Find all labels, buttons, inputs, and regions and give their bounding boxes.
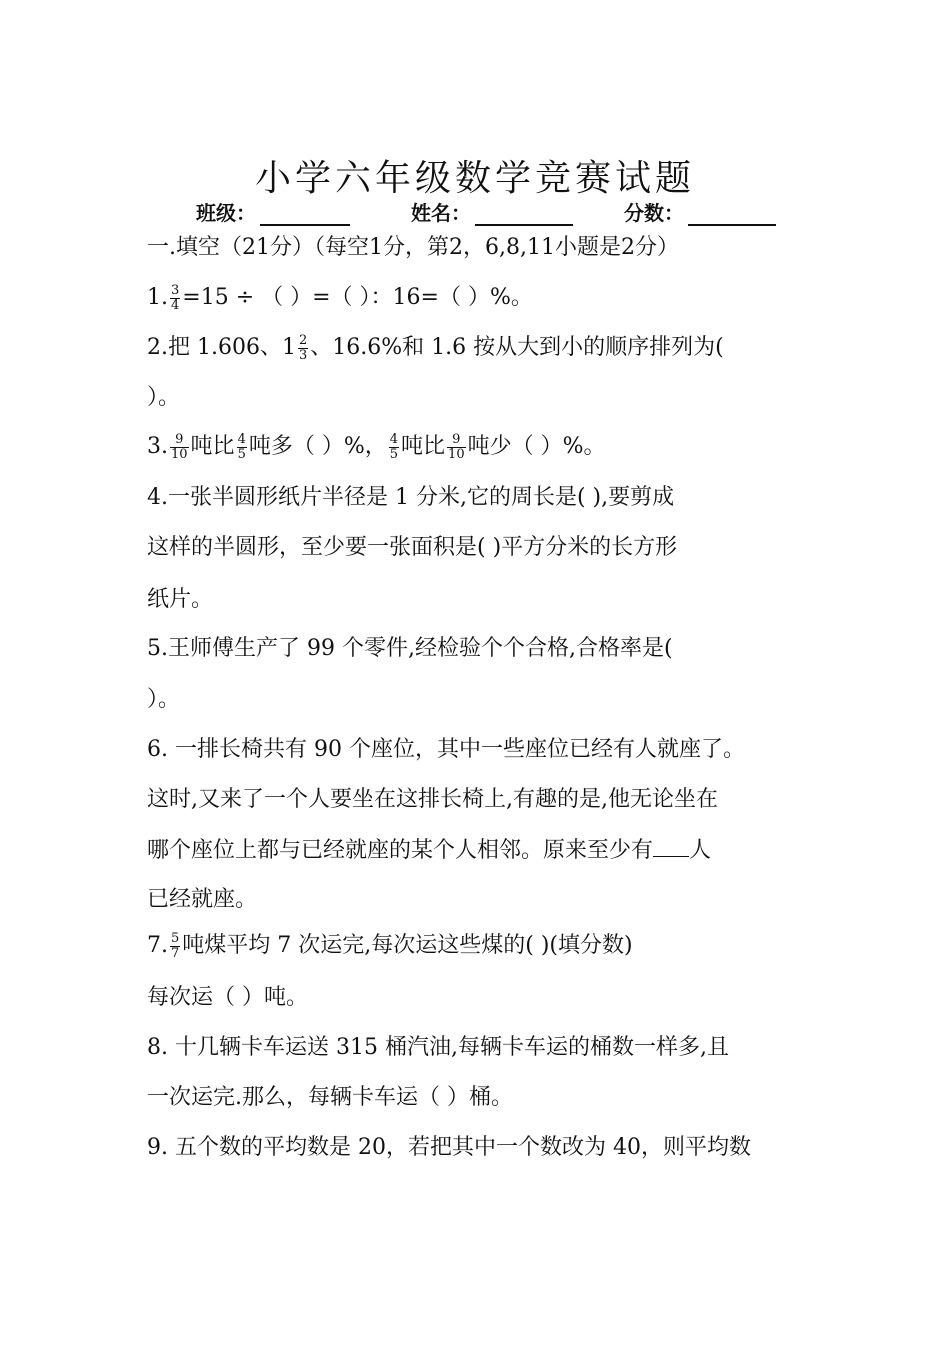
q7-frac-denominator: 7 xyxy=(171,945,180,961)
q2-prefix: 2.把 1.606、1 xyxy=(147,335,296,360)
q7-prefix: 7. xyxy=(147,933,168,958)
q3-text-1: 吨比 xyxy=(190,434,235,459)
fraction-5-7 xyxy=(170,932,180,961)
q1-text: =15 ÷ （ ）=（ ）：16=（ ）%。 xyxy=(182,285,533,310)
question-6-line-4: 已经就座。 xyxy=(147,887,258,912)
question-5-line-1: 5.王师傅生产了 99 个零件,经检验个个合格,合格率是( xyxy=(147,636,673,661)
q7-text: 吨煤平均 7 次运完,每次运这些煤的( )(填分数) xyxy=(182,933,633,958)
question-8-line-2: 一次运完.那么，每辆卡车运（ ）桶。 xyxy=(147,1085,513,1110)
fraction-4-5-b xyxy=(389,433,399,462)
q3-f4-denominator: 10 xyxy=(448,446,465,462)
question-1 xyxy=(147,282,847,314)
fraction-9-10-a xyxy=(170,433,189,462)
q3-text-3: 吨比 xyxy=(401,434,446,459)
q3-f2-numerator: 4 xyxy=(237,431,246,447)
question-2-continued: ）。 xyxy=(147,385,181,410)
question-4-line-2: 这样的半圆形，至少要一张面积是( )平方分米的长方形 xyxy=(147,535,678,560)
question-8-line-1: 8. 十几辆卡车运送 315 桶汽油,每辆卡车运的桶数一样多,且 xyxy=(147,1035,729,1060)
q2-text: 、16.6%和 1.6 按从大到小的顺序排列为( xyxy=(310,335,724,360)
q3-text-4: 吨少（ ）%。 xyxy=(467,434,606,459)
q2-frac-numerator: 2 xyxy=(298,332,308,348)
question-5-line-2: ）。 xyxy=(147,687,181,712)
name-label: 姓名： xyxy=(411,201,471,225)
q6-text-a: 哪个座位上都与已经就座的某个人相邻。原来至少有 xyxy=(147,838,654,863)
q3-f3-denominator: 5 xyxy=(389,446,399,462)
q3-f4-numerator: 9 xyxy=(447,433,466,448)
score-blank-line[interactable] xyxy=(688,200,776,226)
name-field[interactable] xyxy=(411,197,573,226)
q2-frac-denominator: 3 xyxy=(298,347,308,363)
q1-frac-denominator: 4 xyxy=(171,297,180,313)
fraction-9-10-b xyxy=(447,433,466,462)
question-9-line-1: 9. 五个数的平均数是 20，若把其中一个数改为 40，则平均数 xyxy=(147,1135,751,1160)
page-title: 小学六年级数学竞赛试题 xyxy=(254,158,695,199)
section-heading: 一.填空（21分）（每空1分，第2，6,8,11小题是2分） xyxy=(147,235,679,260)
fraction-4-5-a xyxy=(237,433,247,462)
class-label: 班级： xyxy=(196,201,256,225)
q1-frac-numerator: 3 xyxy=(171,282,180,298)
fraction-2-3 xyxy=(298,334,308,363)
question-7-line-2: 每次运（ ）吨。 xyxy=(147,985,308,1010)
question-3 xyxy=(147,431,847,463)
fraction-3-4 xyxy=(170,284,180,313)
q3-f3-numerator: 4 xyxy=(389,431,399,447)
q7-frac-numerator: 5 xyxy=(171,930,180,946)
question-4-line-1: 4.一张半圆形纸片半径是 1 分米,它的周长是( ),要剪成 xyxy=(147,485,675,510)
question-2 xyxy=(147,332,847,364)
q3-f2-denominator: 5 xyxy=(237,446,246,462)
question-6-line-2: 这时,又来了一个人要坐在这排长椅上,有趣的是,他无论坐在 xyxy=(147,787,718,812)
question-6-line-3 xyxy=(147,834,847,867)
score-label: 分数： xyxy=(624,201,684,225)
q3-f1-denominator: 10 xyxy=(171,446,188,462)
score-field[interactable] xyxy=(624,197,776,226)
q3-text-2: 吨多（ ）%， xyxy=(248,434,387,459)
q6-text-b: 人 xyxy=(689,838,712,863)
q3-f1-numerator: 9 xyxy=(170,433,189,448)
student-info-row xyxy=(196,197,836,231)
question-6-line-1: 6. 一排长椅共有 90 个座位，其中一些座位已经有人就座了。 xyxy=(147,737,745,762)
name-blank-line[interactable] xyxy=(475,200,573,226)
question-4-line-3: 纸片。 xyxy=(147,587,214,612)
class-blank-line[interactable] xyxy=(260,200,350,226)
q1-prefix: 1. xyxy=(147,285,168,310)
class-field[interactable] xyxy=(196,197,350,226)
question-7 xyxy=(147,930,847,962)
q6-answer-blank[interactable] xyxy=(653,834,689,857)
q3-prefix: 3. xyxy=(147,434,168,459)
